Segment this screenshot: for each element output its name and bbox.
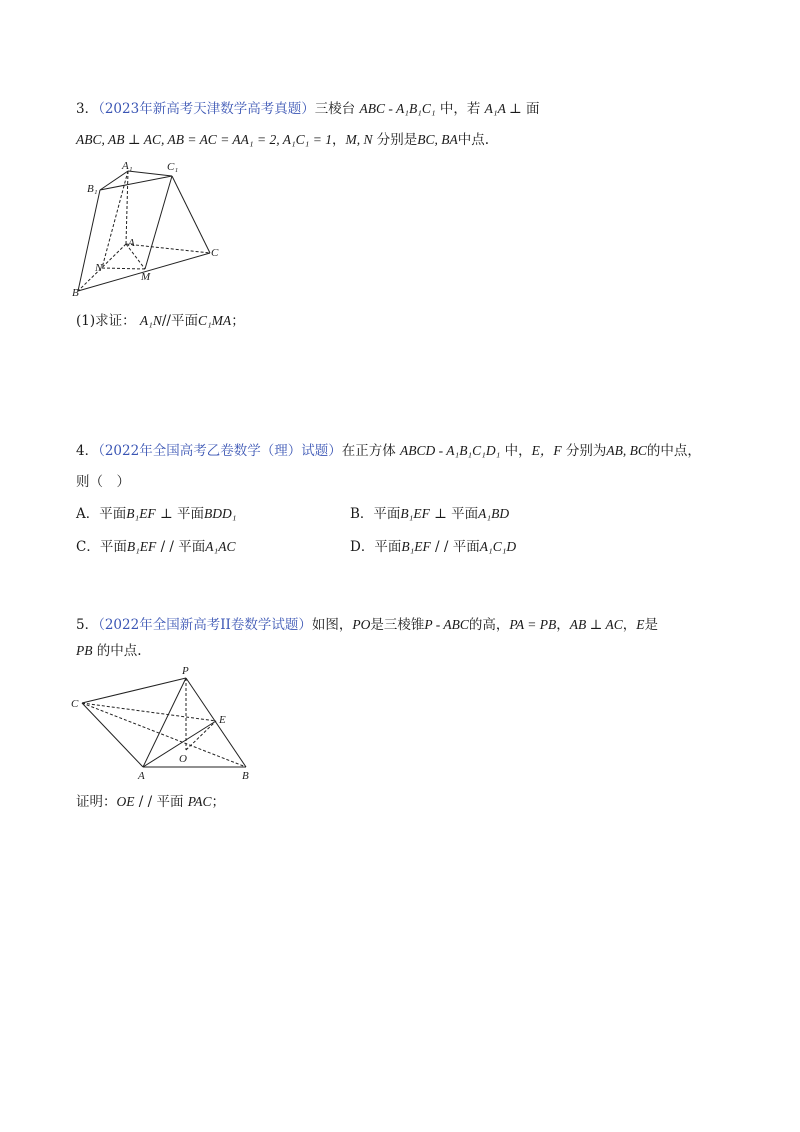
option-d-expr2: A₁C₁D xyxy=(479,539,517,554)
q5-number: 5． xyxy=(76,617,99,633)
q5-cond2: AB ⊥ AC xyxy=(569,617,623,632)
q5-stem1: 如图， xyxy=(311,617,353,633)
label-a: A xyxy=(128,237,135,249)
label-c: C xyxy=(211,247,219,259)
q3-stem2: 中，若 xyxy=(439,101,481,117)
label-c: C xyxy=(71,698,79,710)
q3-stem3: 面 xyxy=(525,101,540,117)
q5-pb: PB xyxy=(76,643,93,658)
q3-part1-expr2: C₁MA xyxy=(197,313,232,328)
q3-mn: M, N xyxy=(345,132,373,147)
edge-cp xyxy=(82,678,186,703)
option-d-rel: / / 平面 xyxy=(430,539,480,555)
q3-expr2: A₁A ⊥ xyxy=(484,101,522,116)
q3-part1 xyxy=(76,311,245,331)
edge-oe xyxy=(186,721,216,750)
option-d-label: D．平面 xyxy=(350,539,402,555)
q5-stem4: 是 xyxy=(644,617,658,633)
q3-frustum-figure xyxy=(70,158,230,298)
q3-line2 xyxy=(76,130,489,150)
q5-e: E xyxy=(636,617,645,632)
q5-pyramid-figure xyxy=(68,662,268,782)
q3-line1 xyxy=(76,99,539,119)
edge-a1c1 xyxy=(128,171,172,176)
label-o: O xyxy=(179,753,187,765)
q5-po: PO xyxy=(352,617,371,632)
edge-cb xyxy=(82,703,246,767)
label-p: P xyxy=(182,665,189,677)
q3-expr1: ABC - A₁B₁C₁ xyxy=(359,101,436,116)
q5-line2-end: 的中点. xyxy=(96,643,142,659)
q5-stem3: 的高， xyxy=(468,617,510,633)
q4-stem1: 在正方体 xyxy=(341,443,396,459)
q5-line1 xyxy=(76,615,658,635)
q4-number: 4． xyxy=(76,443,99,459)
q3-line2-text: 分别是 xyxy=(376,132,418,148)
label-b: B xyxy=(242,770,249,782)
q3-part1-end: ； xyxy=(231,313,245,329)
q5-expr1: P - ABC xyxy=(424,617,469,632)
option-c-expr2: A₁AC xyxy=(205,539,236,554)
edge-ca xyxy=(82,703,143,767)
label-c1: C₁ xyxy=(167,161,179,173)
option-a-expr1: B₁EF xyxy=(126,506,156,521)
q4-line1 xyxy=(76,441,701,461)
q4-option-b[interactable] xyxy=(350,504,509,524)
q5-cond1: PA = PB xyxy=(509,617,557,632)
q3-part1-text: //平面 xyxy=(161,313,198,329)
edge-pb xyxy=(186,678,246,767)
label-b1: B₁ xyxy=(87,183,98,195)
edge-b1b xyxy=(78,190,100,291)
label-b: B xyxy=(72,287,79,298)
q5-source: （2022年全国新高考II卷数学试题） xyxy=(98,617,312,633)
option-c-rel: / / 平面 xyxy=(156,539,206,555)
edge-nm xyxy=(102,268,145,269)
q5-proof-end: ； xyxy=(211,794,226,810)
q4-line2: 则（ ） xyxy=(76,474,130,490)
edge-c1c xyxy=(172,176,210,253)
q3-source: （2023年新高考天津数学高考真题） xyxy=(98,101,315,117)
q5-sep: ， xyxy=(556,617,570,633)
label-a: A xyxy=(138,770,145,782)
option-b-expr1: B₁EF xyxy=(400,506,430,521)
option-c-label: C．平面 xyxy=(76,539,127,555)
q4-ef: E，F xyxy=(531,443,562,458)
option-a-label: A．平面 xyxy=(76,506,127,522)
q3-stem1: 三棱台 xyxy=(314,101,356,117)
q3-line2-end: 中点. xyxy=(457,132,490,148)
q3-number: 3． xyxy=(76,101,99,117)
q5-proof xyxy=(76,792,225,812)
q4-option-a[interactable] xyxy=(76,504,236,524)
edge-a1a xyxy=(126,171,128,244)
q4-source: （2022年全国高考乙卷数学（理）试题） xyxy=(98,443,342,459)
option-b-label: B．平面 xyxy=(350,506,401,522)
q4-expr1: ABCD - A₁B₁C₁D₁ xyxy=(400,443,501,458)
label-a1: A₁ xyxy=(122,160,133,172)
edge-ac xyxy=(126,244,210,253)
q5-proof-expr1: OE xyxy=(116,794,135,809)
edge-ce xyxy=(82,703,216,721)
q3-midpoints: BC, BA xyxy=(417,132,458,147)
option-b-expr2: A₁BD xyxy=(478,506,510,521)
q5-sep2: ， xyxy=(622,617,637,633)
q3-part1-label: (1)求证： xyxy=(76,313,136,329)
q5-proof-expr2: PAC xyxy=(187,794,212,809)
q4-mid: AB, BC xyxy=(606,443,647,458)
edge-c1m xyxy=(145,176,172,269)
q3-sep: ， xyxy=(331,132,346,148)
q5-line2 xyxy=(76,641,142,661)
option-d-expr1: B₁EF xyxy=(401,539,431,554)
label-m: M xyxy=(141,271,151,283)
q3-part1-expr1: A₁N xyxy=(139,313,162,328)
q4-stem3: 分别为 xyxy=(565,443,607,459)
q5-proof-label: 证明： xyxy=(76,794,117,810)
q5-proof-text: / / 平面 xyxy=(134,794,184,810)
q4-option-d[interactable] xyxy=(350,537,516,557)
option-c-expr1: B₁EF xyxy=(126,539,157,554)
q3-conditions: ABC, AB ⊥ AC, AB = AC = AA₁ = 2, A₁C₁ = 1 xyxy=(76,132,332,147)
q4-stem4: 的中点， xyxy=(646,443,701,459)
option-b-rel: ⊥ 平面 xyxy=(429,506,479,522)
q4-stem2: 中， xyxy=(504,443,532,459)
option-a-rel: ⊥ 平面 xyxy=(155,506,204,522)
label-e: E xyxy=(219,714,226,726)
label-n: N xyxy=(95,262,103,274)
q4-option-c[interactable] xyxy=(76,537,235,557)
option-a-expr2: BDD₁ xyxy=(203,506,237,521)
q5-stem2: 是三棱锥 xyxy=(370,617,425,633)
